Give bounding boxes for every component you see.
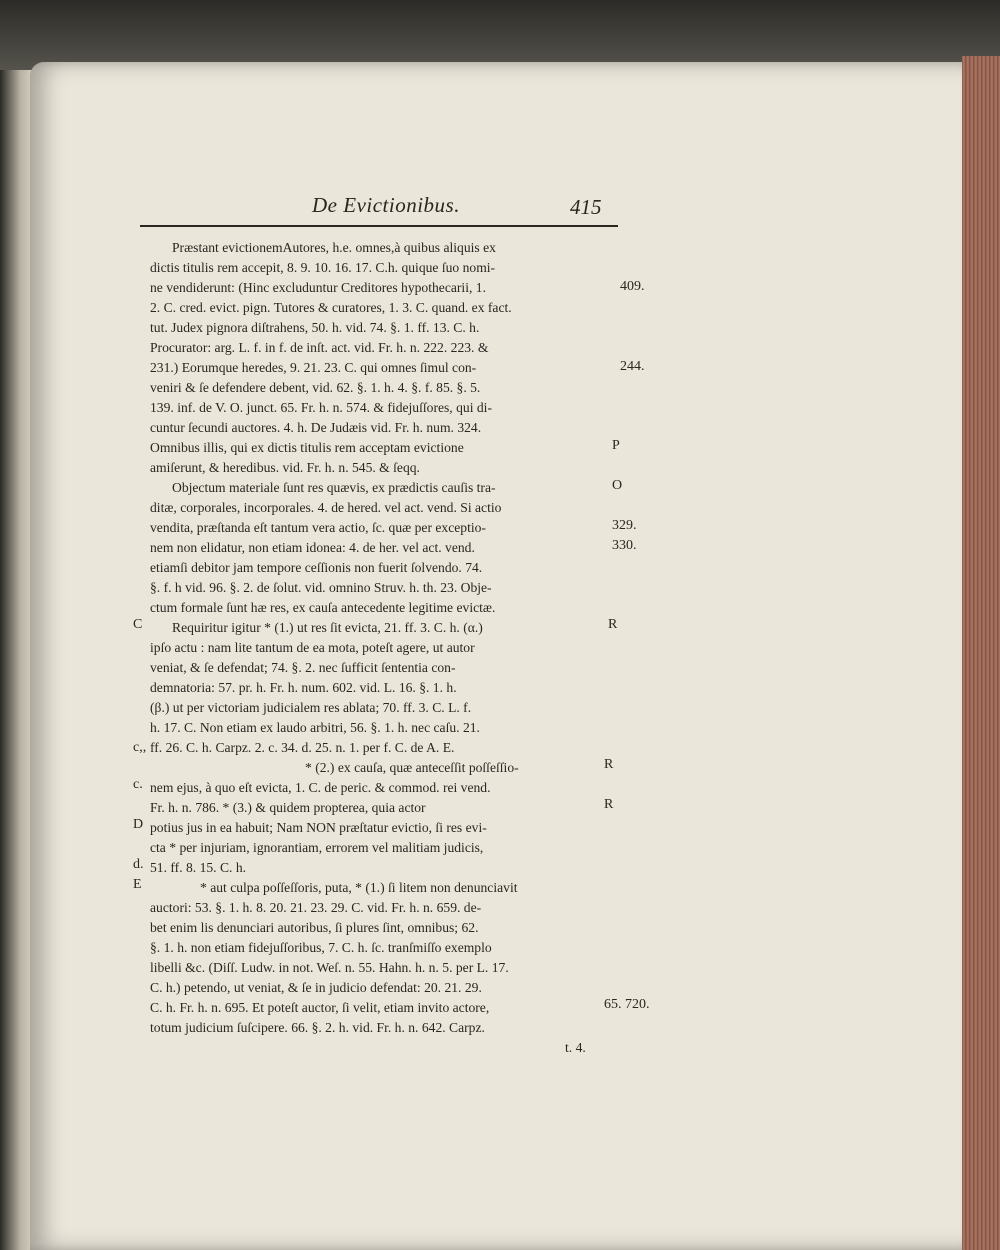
text-line: ctum formale ſunt hæ res, ex cauſa antecedente legitime evictæ. [150,600,496,615]
margin-note-right: 330. [612,538,637,553]
text-line: Objectum materiale ſunt res quævis, ex prædictis cauſis tra- [172,480,496,495]
margin-note-left: d. [133,857,144,872]
text-line: * (2.) ex cauſa, quæ anteceſſit poſſeſſio- [305,760,519,775]
margin-note-right: O [612,478,623,493]
margin-note-right: 409. [620,279,645,294]
text-line: 2. C. cred. evict. pign. Tutores & curatores, 1. 3. C. quand. ex fact. [150,300,512,315]
margin-note-left: E [133,877,142,892]
text-line: etiamſi debitor jam tempore ceſſionis non fuerit ſolvendo. 74. [150,560,483,575]
text-line: nem ejus, à quo eſt evicta, 1. C. de peric. & commod. rei vend. [150,780,491,795]
text-line: Procurator: arg. L. f. in f. de inſt. act. vid. Fr. h. n. 222. 223. & [150,340,489,355]
text-line: ne vendiderunt: (Hinc excluduntur Creditores hypothecarii, 1. [150,280,486,295]
page-edges-right [962,56,1000,1250]
header-rule [140,225,618,227]
text-line: t. 4. [565,1040,586,1055]
text-line: bet enim lis denunciari autoribus, ſi plures ſint, omnibus; 62. [150,920,479,935]
book-top-shadow [0,0,1000,70]
text-line: §. f. h vid. 96. §. 2. de ſolut. vid. omnino Struv. h. th. 23. Obje- [150,580,492,595]
text-line: veniat, & ſe defendat; 74. §. 2. nec ſufficit ſententia con- [150,660,456,675]
text-line: demnatoria: 57. pr. h. Fr. h. num. 602. vid. L. 16. §. 1. h. [150,680,457,695]
text-line: nem non elidatur, non etiam idonea: 4. de her. vel act. vend. [150,540,475,555]
margin-note-left: c. [133,777,143,792]
text-line: potius jus in ea habuit; Nam NON præſtatur evictio, ſi res evi- [150,820,487,835]
text-line: C. h. Fr. h. n. 695. Et poteſt auctor, ſi velit, etiam invito actore, [150,1000,490,1015]
text-line: libelli &c. (Diſſ. Ludw. in not. Weſ. n. 55. Hahn. h. n. 5. per L. 17. [150,960,509,975]
left-page-edge [0,70,34,1250]
text-line: Præstant evictionemAutores, h.e. omnes,à quibus aliquis ex [172,240,496,255]
page-header [140,193,620,225]
running-head: De Evictionibus. [312,193,460,217]
text-line: C. h.) petendo, ut veniat, & ſe in judicio defendat: 20. 21. 29. [150,980,482,995]
margin-note-right: P [612,438,620,453]
text-line: Omnibus illis, qui ex dictis titulis rem acceptam evictione [150,440,464,455]
text-line: auctori: 53. §. 1. h. 8. 20. 21. 23. 29. C. vid. Fr. h. n. 659. de- [150,900,482,915]
text-line: veniri & ſe defendere debent, vid. 62. §. 1. h. 4. §. f. 85. §. 5. [150,380,481,395]
text-line: 231.) Eorumque heredes, 9. 21. 23. C. qui omnes ſimul con- [150,360,477,375]
text-line: ipſo actu : nam lite tantum de ea mota, poteſt agere, ut autor [150,640,475,655]
text-line: (β.) ut per victoriam judicialem res ablata; 70. ff. 3. C. L. f. [150,700,472,715]
text-line: Fr. h. n. 786. * (3.) & quidem propterea, quia actor [150,800,426,815]
margin-note-right: R [604,757,614,772]
text-line: vendita, præſtanda eſt tantum vera actio, ſc. quæ per exceptio- [150,520,486,535]
text-line: tut. Judex pignora diſtrahens, 50. h. vid. 74. §. 1. ff. 13. C. h. [150,320,480,335]
margin-note-right: R [604,797,614,812]
margin-note-right: 244. [620,359,645,374]
margin-note-right: 329. [612,518,637,533]
margin-note-right: 65. 720. [604,997,650,1012]
margin-note-left: D [133,817,144,832]
text-line: cuntur ſecundi auctores. 4. h. De Judæis vid. Fr. h. num. 324. [150,420,482,435]
page-number: 415 [570,195,602,219]
text-line: amiſerunt, & heredibus. vid. Fr. h. n. 545. & ſeqq. [150,460,420,475]
text-line: Requiritur igitur * (1.) ut res ſit evicta, 21. ff. 3. C. h. (α.) [172,620,483,635]
text-line: cta * per injuriam, ignorantiam, errorem vel malitiam judicis, [150,840,484,855]
text-line: 139. inf. de V. O. junct. 65. Fr. h. n. 574. & fidejuſſores, qui di- [150,400,492,415]
text-line: 51. ff. 8. 15. C. h. [150,860,247,875]
text-line: h. 17. C. Non etiam ex laudo arbitri, 56. §. 1. h. nec caſu. 21. [150,720,480,735]
text-line: dictis titulis rem accepit, 8. 9. 10. 16. 17. C.h. quique ſuo nomi- [150,260,496,275]
text-line: ditæ, corporales, incorporales. 4. de hered. vel act. vend. Si actio [150,500,502,515]
text-line: §. 1. h. non etiam fidejuſſoribus, 7. C. h. ſc. tranſmiſſo exemplo [150,940,492,955]
text-line: * aut culpa poſſeſſoris, puta, * (1.) ſi litem non denunciavit [200,880,518,895]
text-line: ff. 26. C. h. Carpz. 2. c. 34. d. 25. n. 1. per f. C. de A. E. [150,740,455,755]
margin-note-left: c,, [133,740,147,755]
text-line: totum judicium ſuſcipere. 66. §. 2. h. vid. Fr. h. n. 642. Carpz. [150,1020,485,1035]
margin-note-right: R [608,617,618,632]
margin-note-left: C [133,617,143,632]
